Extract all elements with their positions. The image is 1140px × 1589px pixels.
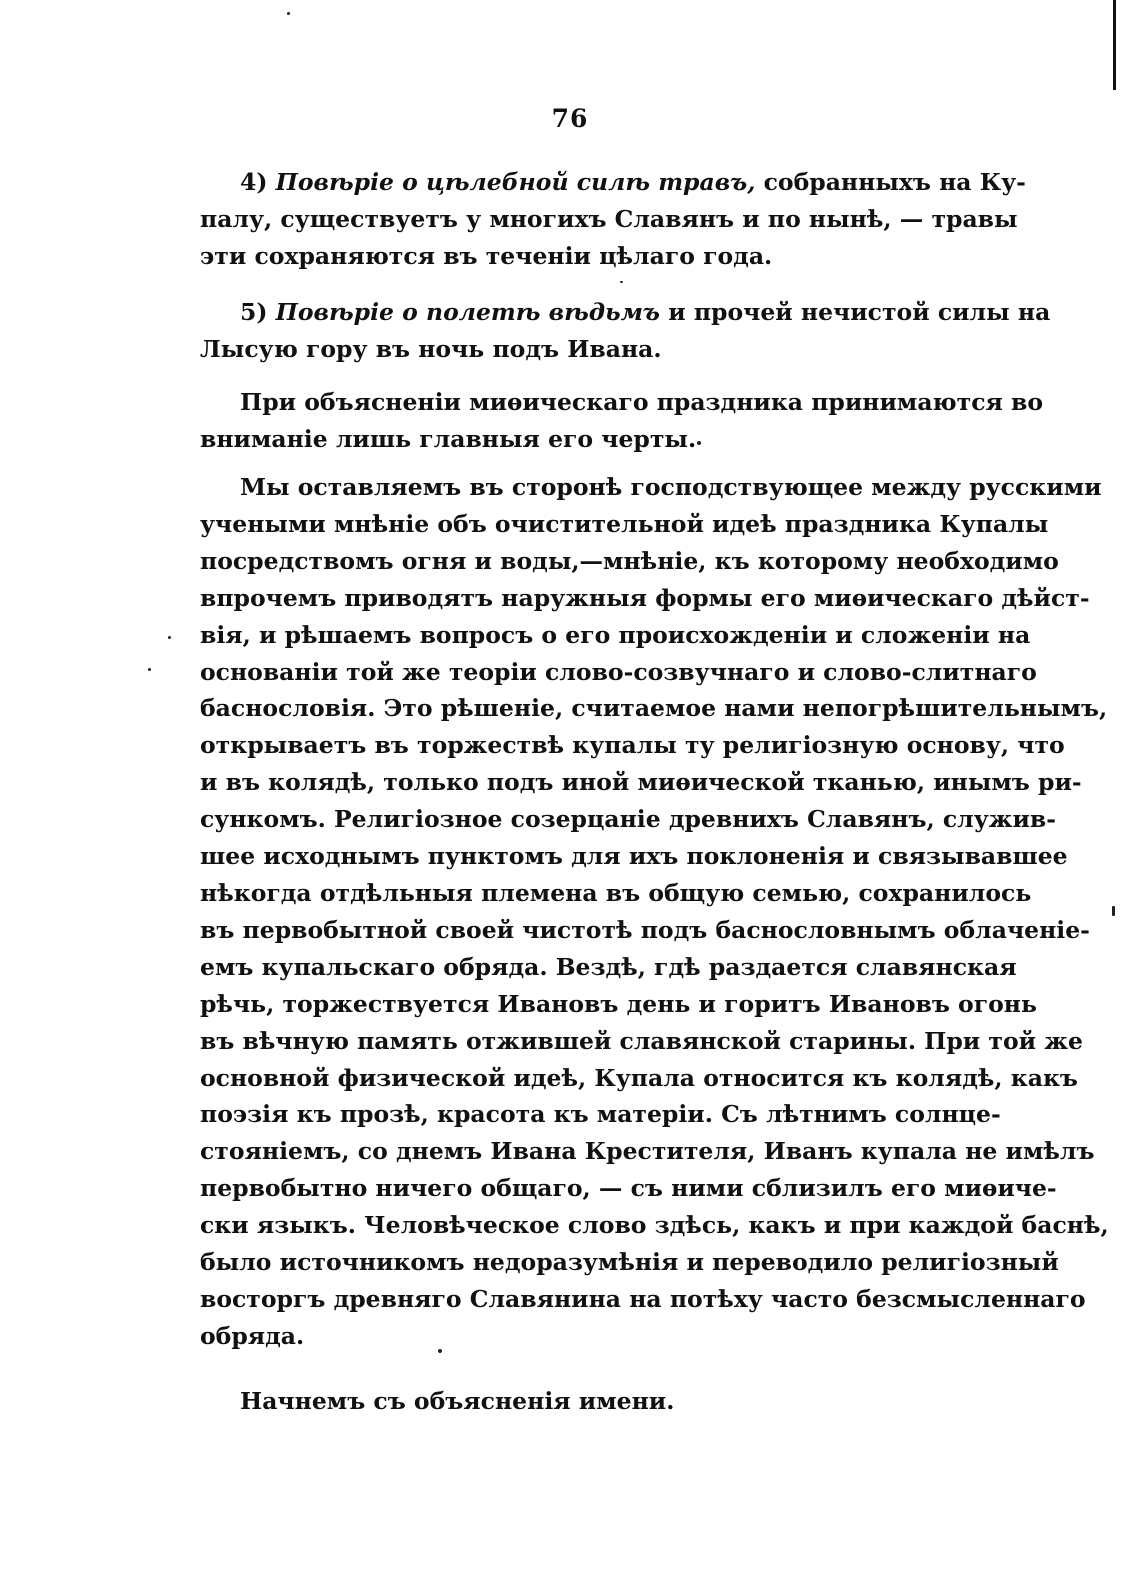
text-line: вниманіе лишь главныя его черты. <box>200 424 697 453</box>
text-line: При объясненіи миѳическаго праздника принимаются во <box>240 388 1044 416</box>
text-line: было источникомъ недоразумѣнія и переводило религіозный <box>200 1248 1059 1277</box>
text-line: шее исходнымъ пунктомъ для ихъ поклоненія и связывавшее <box>200 842 1068 871</box>
text-line <box>200 294 1051 331</box>
text-line: и въ колядѣ, только подъ иной миѳической тканью, инымъ ри- <box>200 768 1082 797</box>
text-line: ски языкъ. Человѣческое слово здѣсь, какъ и при каждой баснѣ, <box>200 1211 1109 1240</box>
scan-speck <box>287 12 290 15</box>
scan-speck <box>148 668 151 671</box>
page-edge-rule <box>1113 0 1116 90</box>
text-line <box>200 164 1026 201</box>
paragraph-name-intro <box>200 1383 934 1420</box>
text-line: нѣкогда отдѣльныя племена въ общую семью, сохранилось <box>200 878 1032 907</box>
text-line: палу, существуетъ у многихъ Славянъ и по нынѣ, — травы <box>200 204 1018 233</box>
text-line: Лысую гору въ ночь подъ Ивана. <box>200 334 662 363</box>
paragraph-witches-belief <box>200 294 1051 368</box>
text-line: восторгъ древняго Славянина на потѣху часто безсмысленнаго <box>200 1284 1086 1313</box>
text-line: учеными мнѣніе объ очистительной идеѣ праздника Купалы <box>200 509 1049 538</box>
paragraph-herbs-belief <box>200 164 1026 275</box>
page-number: 76 <box>551 104 589 133</box>
text-line: впрочемъ приводятъ наружныя формы его миѳическаго дѣйст- <box>200 583 1090 612</box>
scan-speck <box>168 636 171 639</box>
text-line: эти сохраняются въ теченіи цѣлаго года. <box>200 241 773 270</box>
paragraph-main-argument <box>200 469 1109 1355</box>
text-line: баснословія. Это рѣшеніе, считаемое нами непогрѣшительнымъ, <box>200 694 1108 723</box>
text-line: поэзія къ прозѣ, красота къ матеріи. Съ лѣтнимъ солнце- <box>200 1100 1001 1129</box>
item-number: 4) <box>240 168 268 196</box>
scan-speck <box>620 281 623 283</box>
text-line: емъ купальскаго обряда. Вездѣ, гдѣ раздается славянская <box>200 952 1017 981</box>
paragraph-explanation-intro <box>200 384 1044 458</box>
text-line: въ первобытной своей чистотѣ подъ баснословнымъ облаченіе- <box>200 915 1090 944</box>
text-line: посредствомъ огня и воды,—мнѣніе, къ которому необходимо <box>200 546 1059 575</box>
text-line: Начнемъ съ объясненія имени. <box>240 1387 675 1415</box>
text-line: первобытно ничего общаго, — съ ними сблизилъ его миѳиче- <box>200 1174 1057 1203</box>
text-line: основной физической идеѣ, Купала относится къ колядѣ, какъ <box>200 1063 1078 1092</box>
text-fragment: и прочей нечистой силы на <box>668 298 1051 326</box>
scan-speck <box>1112 906 1115 916</box>
text-line: вія, и рѣшаемъ вопросъ о его происхожденіи и сложеніи на <box>200 620 1031 649</box>
text-line: Мы оставляемъ въ сторонѣ господствующее между русскими <box>240 473 1102 501</box>
text-line: стояніемъ, со днемъ Ивана Крестителя, Иванъ купала не имѣлъ <box>200 1137 1095 1166</box>
text-line: рѣчь, торжествуется Ивановъ день и горитъ Ивановъ огонь <box>200 989 1037 1018</box>
text-line: открываетъ въ торжествѣ купалы ту религіозную основу, что <box>200 731 1065 760</box>
italic-heading: Повѣріе о цѣлебной силѣ травъ, <box>275 168 756 196</box>
text-line: сункомъ. Религіозное созерцаніе древнихъ Славянъ, служив- <box>200 805 1057 834</box>
text-line: обряда. <box>200 1321 305 1350</box>
text-line: основаніи той же теоріи слово-созвучнаго и слово-слитнаго <box>200 657 1037 686</box>
text-line: въ вѣчную память отжившей славянской старины. При той же <box>200 1026 1083 1055</box>
italic-heading: Повѣріе о полетѣ вѣдьмъ <box>275 298 661 326</box>
text-fragment: собранныхъ на Ку- <box>763 168 1026 196</box>
item-number: 5) <box>240 298 268 326</box>
